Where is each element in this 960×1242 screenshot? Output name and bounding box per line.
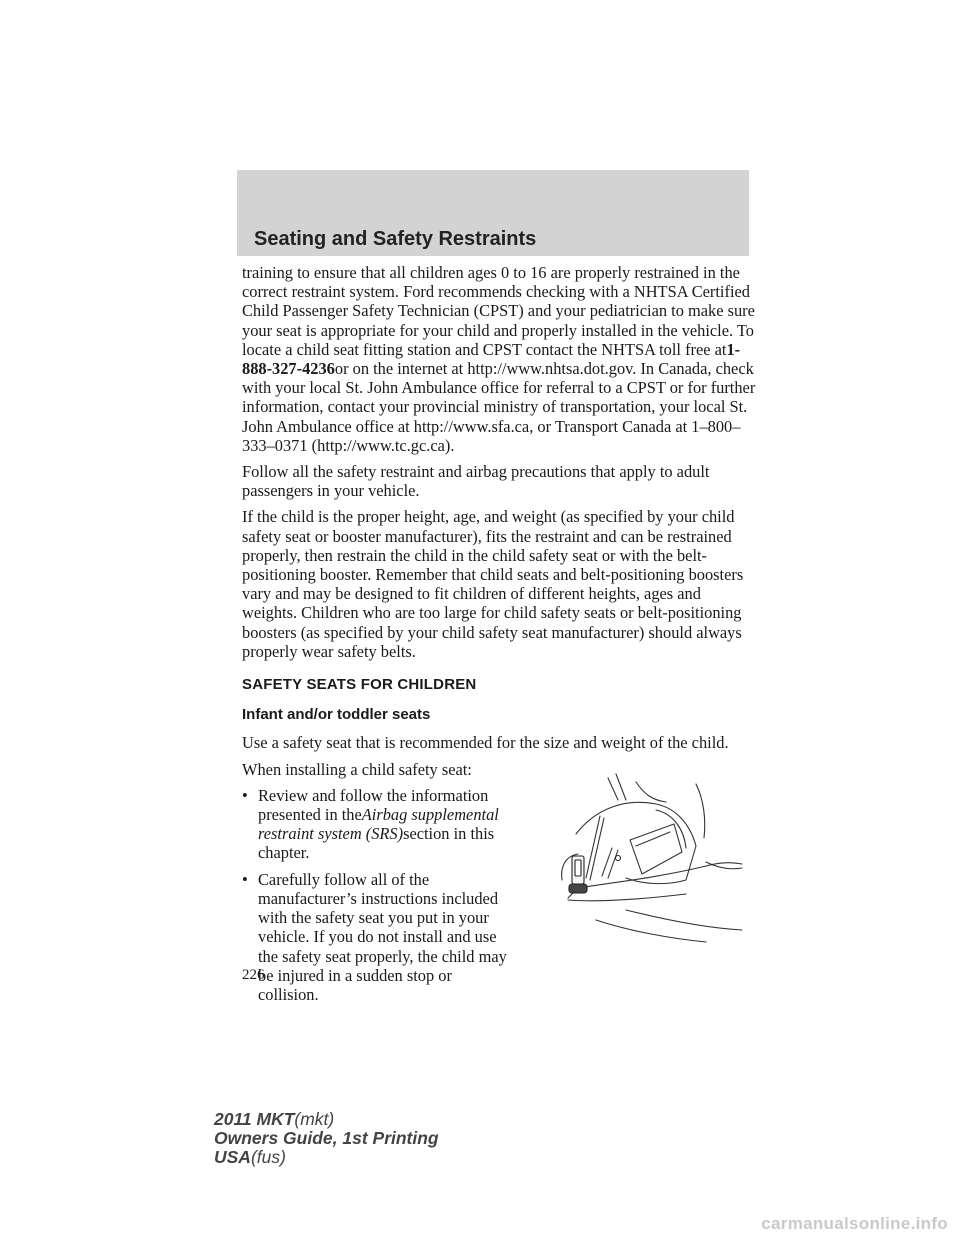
- paragraph-recommend: Use a safety seat that is recommended for the size and weight of the child.: [242, 733, 729, 753]
- bullet1-text-b: section in this chapter.: [258, 824, 495, 863]
- child-seat-belt-illustration: [556, 770, 746, 950]
- paragraph-installing: When installing a child safety seat:: [242, 759, 472, 779]
- footer-model-code: (mkt): [294, 1109, 335, 1129]
- footer-printing: Owners Guide, 1st Printing: [214, 1128, 439, 1148]
- paragraph-training-text-b: or on the internet at http://www.nhtsa.dot.gov. In Canada, check with your local St. John Ambulance office for referral to a CPST or for further information, contact your provincial ministry of transportation, your local St. John Ambulance office at http://www.sfa.ca, or Transport Canada at 1–800–333–0371 (http://www.tc.gc.ca).: [242, 359, 756, 455]
- bullet-icon: •: [242, 869, 248, 889]
- footer-line-3: [214, 1148, 439, 1167]
- list-item: [242, 786, 507, 863]
- srs-section-reference: Airbag supplemental restraint system (SRS): [258, 805, 499, 844]
- list-item: [242, 870, 507, 1004]
- site-watermark: carmanualsonline.info: [761, 1214, 948, 1233]
- nhtsa-phone-number: 1-888-327-4236: [242, 339, 741, 379]
- heading-infant-toddler: Infant and/or toddler seats: [242, 706, 431, 724]
- bullet2-text: Carefully follow all of the manufacturer’s instructions included with the safety seat you put in your vehicle. If you do not install and use the safety seat properly, the child may be injured in a sudden stop or collision.: [258, 869, 507, 1004]
- install-bullet-list: [242, 786, 507, 1004]
- paragraph-training-text-a: training to ensure that all children ages 0 to 16 are properly restrained in the correct restraint system. Ford recommends checking with a NHTSA Certified Child Passenger Safety Technician (CPST) and your pediatrician to make sure your seat is appropriate for your child and properly installed in the vehicle. To locate a child seat fitting station and CPST contact the NHTSA toll free at: [242, 263, 755, 359]
- heading-safety-seats: SAFETY SEATS FOR CHILDREN: [242, 676, 477, 694]
- footer-line-1: [214, 1110, 439, 1129]
- footer-model: 2011 MKT: [214, 1109, 295, 1129]
- footer-market-code: (fus): [250, 1147, 286, 1167]
- footer-market: USA: [214, 1147, 251, 1167]
- bullet1-text-a: Review and follow the information presented in the: [258, 785, 489, 825]
- paragraph-precautions: Follow all the safety restraint and airbag precautions that apply to adult passengers in your vehicle.: [242, 462, 710, 501]
- paragraph-training: [242, 263, 757, 455]
- paragraph-child-fit: If the child is the proper height, age, and weight (as specified by your child safety seat or booster manufacturer), fits the restraint and can be restrained properly, then restrain the child in the child safety seat or with the belt-positioning booster. Remember that child seats and belt-positioning boosters vary and may be designed to fit children of different heights, ages and weights. Children who are too large for child safety seats or belt-positioning boosters (as specified by your child safety seat manufacturer) should always properly wear safety belts.: [242, 507, 744, 661]
- page-number: 226: [242, 967, 265, 983]
- section-title: Seating and Safety Restraints: [254, 228, 537, 250]
- bullet-icon: •: [242, 785, 248, 805]
- footer-line-2: [214, 1129, 439, 1148]
- print-footer: [214, 1110, 439, 1167]
